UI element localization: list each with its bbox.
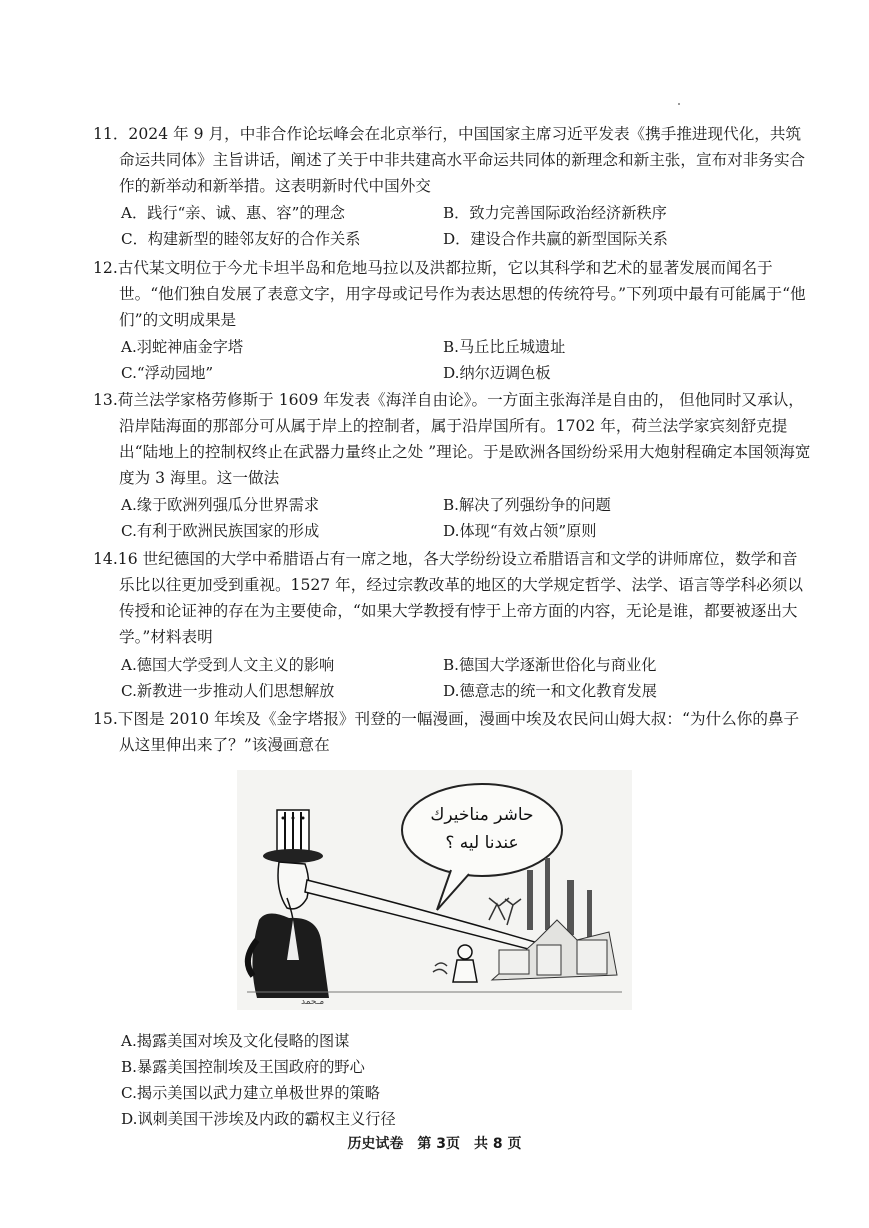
question-12: [93, 255, 813, 333]
egyptian-peasant: [433, 945, 477, 982]
page-footer: 历史试卷 第 3页 共 8 页: [347, 1136, 522, 1152]
question-13: [93, 387, 813, 491]
speech-text-line-2: عندنا ليه ؟: [445, 833, 519, 853]
q11-option-d[interactable]: D．建设合作共赢的新型国际关系: [443, 230, 668, 248]
scan-speck: [678, 103, 680, 105]
q13-option-a[interactable]: A.缘于欧洲列强瓜分世界需求: [121, 496, 320, 514]
q15-option-d[interactable]: D.讽刺美国干涉埃及内政的霸权主义行径: [121, 1110, 396, 1128]
cartoon-drawing: [237, 770, 632, 1010]
artist-signature: مـحمد: [301, 997, 325, 1007]
q11-option-c[interactable]: C．构建新型的睦邻友好的合作关系: [121, 230, 361, 248]
q14-option-b[interactable]: B.德国大学逐渐世俗化与商业化: [443, 656, 657, 674]
speech-text-line-1: حاشر مناخيرك: [430, 805, 534, 825]
question-14: [93, 546, 813, 650]
question-11-stem: 11．2024 年 9 月，中非合作论坛峰会在北京举行，中国国家主席习近平发表《携手推进现代化，共筑命运共同体》主旨讲话，阐述了关于中非共建高水平命运共同体的新理念和新主张，宣布对非务实合作的新举动和新举措。这表明新时代中国外交: [93, 125, 806, 195]
q15-option-b[interactable]: B.暴露美国控制埃及王国政府的野心: [121, 1058, 365, 1076]
question-15-options: [121, 1028, 811, 1132]
political-cartoon: [237, 770, 632, 1010]
q13-option-b[interactable]: B.解决了列强纷争的问题: [443, 496, 611, 514]
question-13-stem: 13.荷兰法学家格劳修斯于 1609 年发表《海洋自由论》。一方面主张海洋是自由的， 但他同时又承认，沿岸陆海面的那部分可从属于岸上的控制者，属于沿岸国所有。1702 年，荷兰法学家宾刻舒克提出“陆地上的控制权终止在武器力量终止之处 ”理论。于是欧洲各国纷纷采用大炮射程确定本国领海宽度为 3 海里。这一做法: [93, 391, 811, 487]
speech-bubble: [402, 784, 562, 910]
q12-option-c[interactable]: C.“浮动园地”: [121, 364, 214, 382]
question-15-stem: 15.下图是 2010 年埃及《金字塔报》刊登的一幅漫画，漫画中埃及农民问山姆大叔：“为什么你的鼻子从这里伸出来了？”该漫画意在: [93, 710, 800, 754]
q15-option-c[interactable]: C.揭示美国以武力建立单极世界的策略: [121, 1084, 380, 1102]
q12-option-b[interactable]: B.马丘比丘城遗址: [443, 338, 566, 356]
q15-option-a[interactable]: A.揭露美国对埃及文化侵略的图谋: [121, 1032, 350, 1050]
q14-option-a[interactable]: A.德国大学受到人文主义的影响: [121, 656, 335, 674]
q13-option-c[interactable]: C.有利于欧洲民族国家的形成: [121, 522, 320, 540]
question-12-stem: 12.古代某文明位于今尤卡坦半岛和危地马拉以及洪都拉斯，它以其科学和艺术的显著发展而闻名于世。“他们独自发展了表意文字，用字母或记号作为表达思想的传统符号。”下列项中最有可能属于“他们”的文明成果是: [93, 259, 806, 329]
question-14-stem: 14.16 世纪德国的大学中希腊语占有一席之地，各大学纷纷设立希腊语言和文学的讲师席位，数学和音乐比以往更加受到重视。1527 年，经过宗教改革的地区的大学规定哲学、法学、语言等学科必须以传授和论证神的存在为主要使命，“如果大学教授有悖于上帝方面的内容，无论是谁，都要被逐出大学。”材料表明: [93, 550, 803, 646]
q11-option-b[interactable]: B．致力完善国际政治经济新秩序: [443, 204, 667, 222]
question-12-options: [121, 334, 811, 386]
uncle-sam-figure: [248, 810, 329, 998]
q12-option-d[interactable]: D.纳尔迈调色板: [443, 364, 551, 382]
q13-option-d[interactable]: D.体现“有效占领”原则: [443, 522, 597, 540]
q14-option-d[interactable]: D.德意志的统一和文化教育发展: [443, 682, 657, 700]
question-15: [93, 706, 813, 758]
long-nose: [305, 880, 562, 956]
q14-option-c[interactable]: C.新教进一步推动人们思想解放: [121, 682, 335, 700]
question-14-options: [121, 652, 811, 704]
question-11: [93, 121, 813, 199]
q11-option-a[interactable]: A．践行“亲、诚、惠、容”的理念: [121, 204, 345, 222]
question-13-options: [121, 492, 811, 544]
q12-option-a[interactable]: A.羽蛇神庙金字塔: [121, 338, 244, 356]
question-11-options: [121, 200, 811, 252]
egyptian-village: [489, 858, 617, 980]
